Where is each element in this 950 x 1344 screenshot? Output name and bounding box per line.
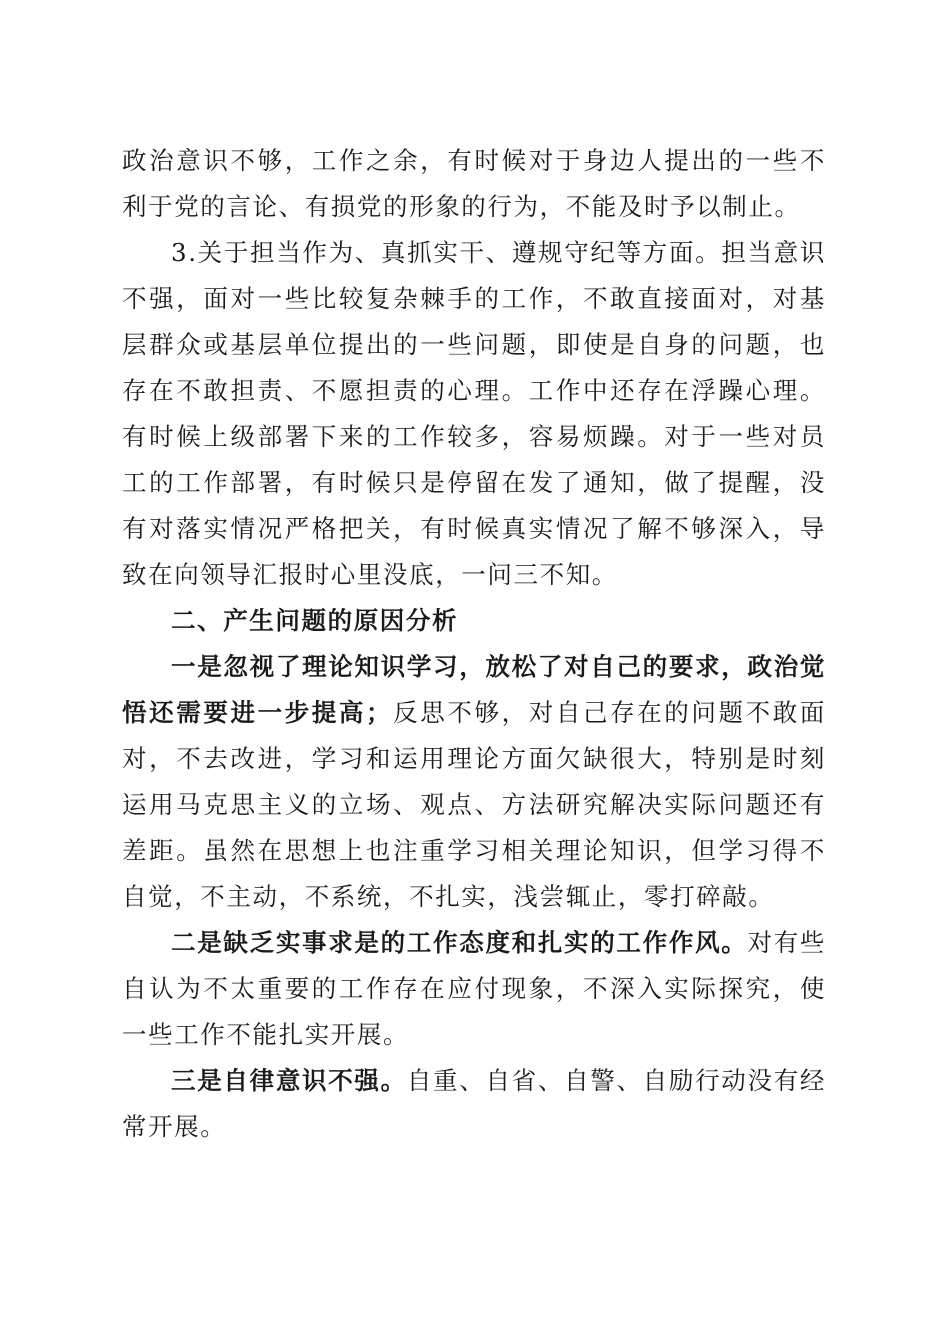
paragraph-section-3 <box>122 230 826 598</box>
paragraph-continuation <box>122 138 826 230</box>
paragraph-text: 3.关于担当作为、真抓实干、遵规守纪等方面。担当意识不强，面对一些比较复杂棘手的工作，不敢直接面对，对基层群众或基层单位提出的一些问题，即使是自身的问题，也存在不敢担责、不愿担责的心理。工作中还存在浮躁心理。有时候上级部署下来的工作较多，容易烦躁。对于一些对员工的工作部署，有时候只是停留在发了通知，做了提醒，没有对落实情况严格把关，有时候真实情况了解不够深入，导致在向领导汇报时心里没底，一问三不知。 <box>122 238 826 589</box>
paragraph-lead: 三是自律意识不强。 <box>171 1066 407 1095</box>
paragraph-text: 自重、自省、自警、自励行动没有经常开展。 <box>122 1066 826 1141</box>
paragraph-lead: 一是忽视了理论知识学习，放松了对自己的要求，政治觉悟还需要进一步提高； <box>122 652 826 727</box>
paragraph-text: 政治意识不够，工作之余，有时候对于身边人提出的一些不利于党的言论、有损党的形象的行为，不能及时予以制止。 <box>122 146 826 221</box>
paragraph-text: 对有些自认为不太重要的工作存在应付现象，不深入实际探究，使一些工作不能扎实开展。 <box>122 928 826 1049</box>
document-body <box>122 138 826 1150</box>
paragraph-cause-1 <box>122 644 826 920</box>
section-heading: 二、产生问题的原因分析 <box>171 606 459 635</box>
paragraph-cause-2 <box>122 920 826 1058</box>
paragraph-cause-3 <box>122 1058 826 1150</box>
paragraph-lead: 二是缺乏实事求是的工作态度和扎实的工作作风。 <box>171 928 748 957</box>
paragraph-text: 反思不够，对自己存在的问题不敢面对，不去改进，学习和运用理论方面欠缺很大，特别是时刻运用马克思主义的立场、观点、方法研究解决实际问题还有差距。虽然在思想上也注重学习相关理论知识，但学习得不自觉，不主动，不系统，不扎实，浅尝辄止，零打碎敲。 <box>122 698 826 911</box>
